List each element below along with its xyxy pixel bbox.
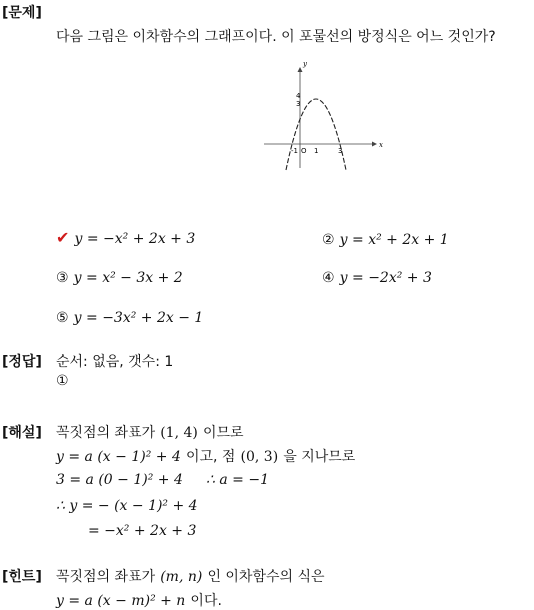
choice-5-text: y = −3x² + 2x − 1 [73,310,204,326]
problem-tag: [문제] [2,5,42,21]
choice-3-marker: ③ [56,270,69,286]
choice-1-text: y = −x² + 2x + 3 [74,231,196,247]
x-tick-neg1: -1 [291,147,298,155]
choice-2[interactable] [322,229,449,248]
hint-line1-math: (m, n) [160,569,203,585]
hint-line1 [56,566,325,586]
solution-line2-tail: 을 지나므로 [283,449,356,465]
y-axis-label: y [303,60,307,68]
choice-3-text: y = x² − 3x + 2 [73,270,183,286]
y-axis-arrow [298,67,303,72]
hint-line2-tail: 이다. [190,593,222,609]
solution-line5: = −x² + 2x + 3 [88,523,197,539]
choice-4-marker: ④ [322,270,335,286]
intercept-y-label: 3 [296,100,301,108]
choice-5[interactable] [56,307,203,326]
answer-tag: [정답] [2,354,42,370]
solution-line1-tail: 이므로 [202,425,244,441]
solution-line1 [56,422,244,442]
choice-3[interactable] [56,267,183,286]
answer-line2: ① [56,373,69,389]
solution-line2-math: y = a (x − 1)² + 4 [56,449,181,465]
solution-line1-text: 꼭짓점의 좌표가 [56,425,156,441]
check-icon: ✔ [56,228,70,247]
choice-5-marker: ⑤ [56,310,69,326]
choice-4-text: y = −2x² + 3 [339,270,432,286]
question-text: 다음 그림은 이차함수의 그래프이다. 이 포물선의 방정식은 어느 것인가? [56,29,496,45]
solution-line4: ∴ y = − (x − 1)² + 4 [56,498,198,514]
x-tick-1: 1 [314,147,319,155]
solution-line2 [56,446,355,466]
solution-line3: 3 = a (0 − 1)² + 4 [56,472,183,488]
choice-1[interactable] [56,228,195,247]
hint-tag: [힌트] [2,569,42,585]
vertex-y-label: 4 [296,92,301,100]
x-axis-label: x [379,141,383,149]
choice-2-marker: ② [322,232,335,248]
solution-line2-mid: 이고, 점 [185,449,236,465]
hint-line2 [56,590,222,610]
x-tick-3: 3 [338,147,343,155]
answer-line1: 순서: 없음, 갯수: 1 [56,354,174,370]
hint-line1-text: 꼭짓점의 좌표가 [56,569,156,585]
parabola-graph [260,56,383,176]
parabola-curve [286,99,346,170]
choice-2-text: y = x² + 2x + 1 [339,232,449,248]
hint-line1-tail: 인 이차함수의 식은 [207,569,325,585]
solution-line3-conclusion: ∴ a = −1 [206,472,269,488]
solution-tag: [해설] [2,425,42,441]
solution-line2-math2: (0, 3) [240,449,279,465]
origin-label: O [301,147,307,155]
hint-line2-math: y = a (x − m)² + n [56,593,186,609]
x-axis-arrow [372,142,377,147]
choice-4[interactable] [322,267,432,286]
solution-line1-math: (1, 4) [160,425,198,441]
